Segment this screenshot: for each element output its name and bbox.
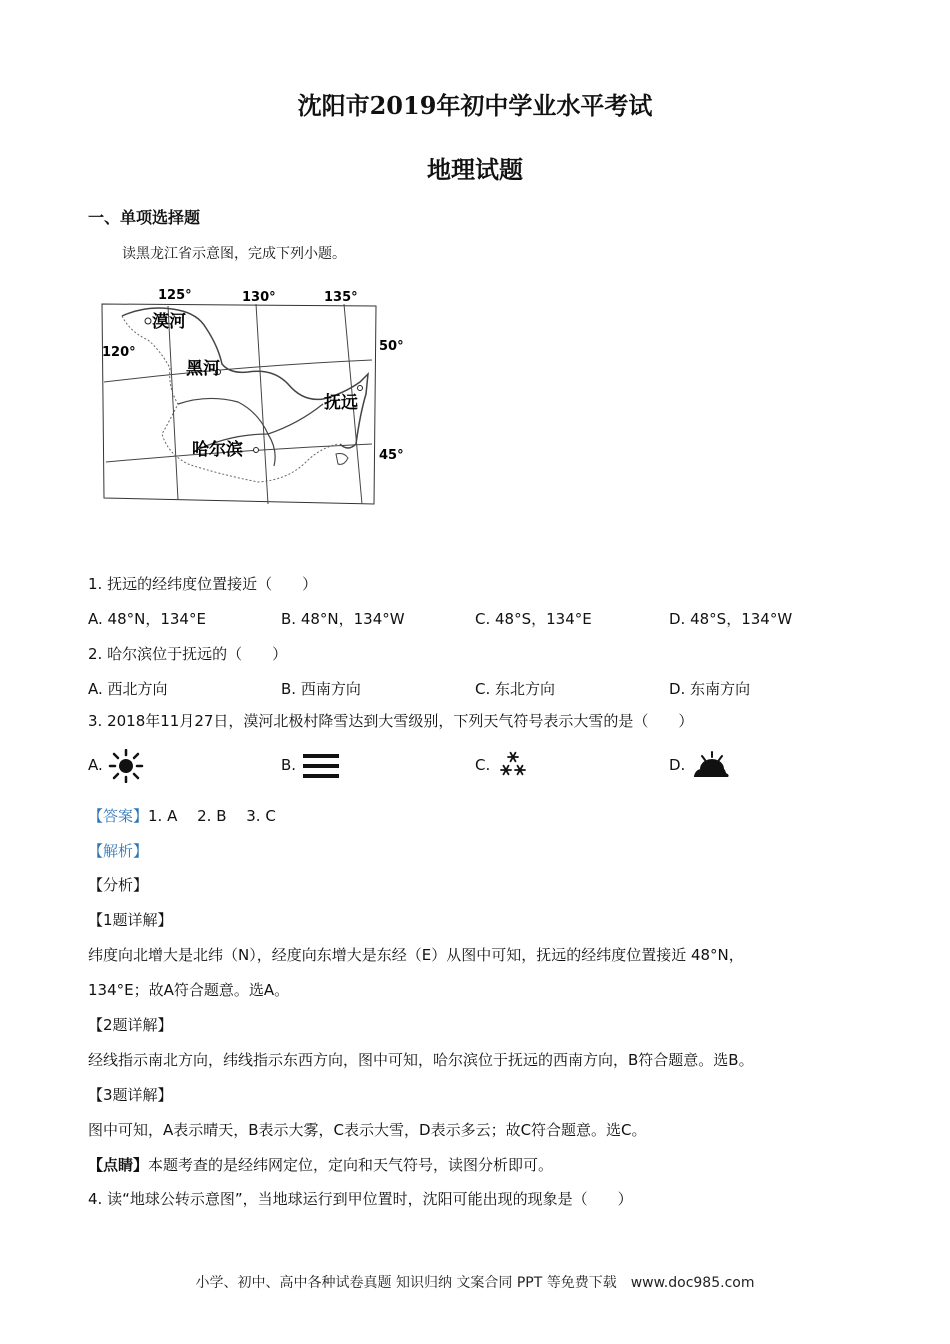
dianjing-tag: 【点睛】	[88, 1156, 149, 1174]
label-lat50: 50°	[379, 339, 404, 354]
q3-option-c-label: C.	[475, 756, 491, 774]
parallel-line	[104, 360, 372, 382]
city-dot-fuyuan	[358, 386, 363, 391]
q3-option-b	[281, 748, 341, 782]
label-fuyuan: 抚远	[324, 393, 358, 413]
answer-text: 1. A 2. B 3. C	[148, 807, 276, 825]
meridian-line	[256, 304, 268, 504]
label-lon135: 135°	[324, 290, 358, 305]
q3-option-d	[669, 748, 730, 782]
q2-option-b: B. 西南方向	[281, 680, 361, 698]
detail1-line1: 纬度向北增大是北纬（N），经度向东增大是东经（E）从图中可知，抚远的经纬度位置接近 48°N，	[88, 946, 744, 964]
q2-option-d: D. 东南方向	[669, 680, 751, 698]
detail2-tag: 【2题详解】	[88, 1016, 173, 1034]
heilongjiang-map	[98, 284, 410, 506]
label-lon130: 130°	[242, 290, 276, 305]
heavy-fog-icon	[301, 749, 341, 783]
footer-text: 小学、初中、高中各种试卷真题 知识归纳 文案合同 PPT 等免费下载 www.doc985.com	[195, 1275, 755, 1291]
q1-option-b: B. 48°N，134°W	[281, 610, 405, 628]
xingkai-lake	[336, 454, 348, 465]
q3-option-a-label: A.	[88, 756, 103, 774]
heavy-snow-icon	[495, 749, 531, 783]
label-mohe: 漠河	[152, 312, 186, 332]
q1-option-a: A. 48°N，134°E	[88, 610, 206, 628]
detail1-line2: 134°E；故A符合题意。选A。	[88, 981, 290, 999]
q2-option-a: A. 西北方向	[88, 680, 168, 698]
detail3-tag: 【3题详解】	[88, 1086, 173, 1104]
detail1-tag: 【1题详解】	[88, 911, 173, 929]
meridian-line	[168, 306, 178, 500]
fenxi-tag: 【分析】	[88, 876, 149, 894]
dianjing-line	[88, 1155, 553, 1175]
answer-tag: 【答案】	[88, 807, 149, 825]
map-graphic	[98, 284, 410, 506]
intro-text: 读黑龙江省示意图，完成下列小题。	[122, 246, 346, 262]
label-lat45: 45°	[379, 448, 404, 463]
analysis-tag: 【解析】	[88, 842, 149, 860]
q2-option-c: C. 东北方向	[475, 680, 556, 698]
q3-stem: 3. 2018年11月27日，漠河北极村降雪达到大雪级别，下列天气符号表示大雪的是（ ）	[88, 712, 694, 730]
label-lon125: 125°	[158, 288, 192, 303]
answer-line	[88, 806, 276, 826]
q1-option-d: D. 48°S，134°W	[669, 610, 793, 628]
dianjing-text: 本题考查的是经纬网定位，定向和天气符号，读图分析即可。	[148, 1156, 554, 1174]
label-lon120: 120°	[102, 345, 136, 360]
q3-option-a	[88, 748, 144, 782]
q3-option-d-label: D.	[669, 756, 686, 774]
label-heihe: 黑河	[186, 359, 220, 379]
q3-option-c	[475, 748, 531, 782]
section-heading: 一、单项选择题	[88, 208, 201, 227]
q2-stem: 2. 哈尔滨位于抚远的（ ）	[88, 645, 288, 663]
partly-cloudy-icon	[690, 749, 730, 783]
label-harbin: 哈尔滨	[192, 440, 243, 460]
city-dot-harbin	[254, 448, 259, 453]
q1-stem: 1. 抚远的经纬度位置接近（ ）	[88, 575, 318, 593]
page-title: 沈阳市2019年初中学业水平考试	[297, 91, 653, 120]
q4-stem: 4. 读“地球公转示意图”，当地球运行到甲位置时，沈阳可能出现的现象是（ ）	[88, 1190, 633, 1208]
detail3-line1: 图中可知，A表示晴天，B表示大雾，C表示大雪，D表示多云；故C符合题意。选C。	[88, 1121, 647, 1139]
detail2-line1: 经线指示南北方向，纬线指示东西方向，图中可知，哈尔滨位于抚远的西南方向，B符合题意。选B。	[88, 1051, 754, 1069]
city-dot-mohe	[145, 318, 151, 324]
sunny-icon	[108, 749, 144, 783]
q1-option-c: C. 48°S，134°E	[475, 610, 592, 628]
q3-option-b-label: B.	[281, 756, 297, 774]
page-subtitle: 地理试题	[427, 155, 523, 184]
